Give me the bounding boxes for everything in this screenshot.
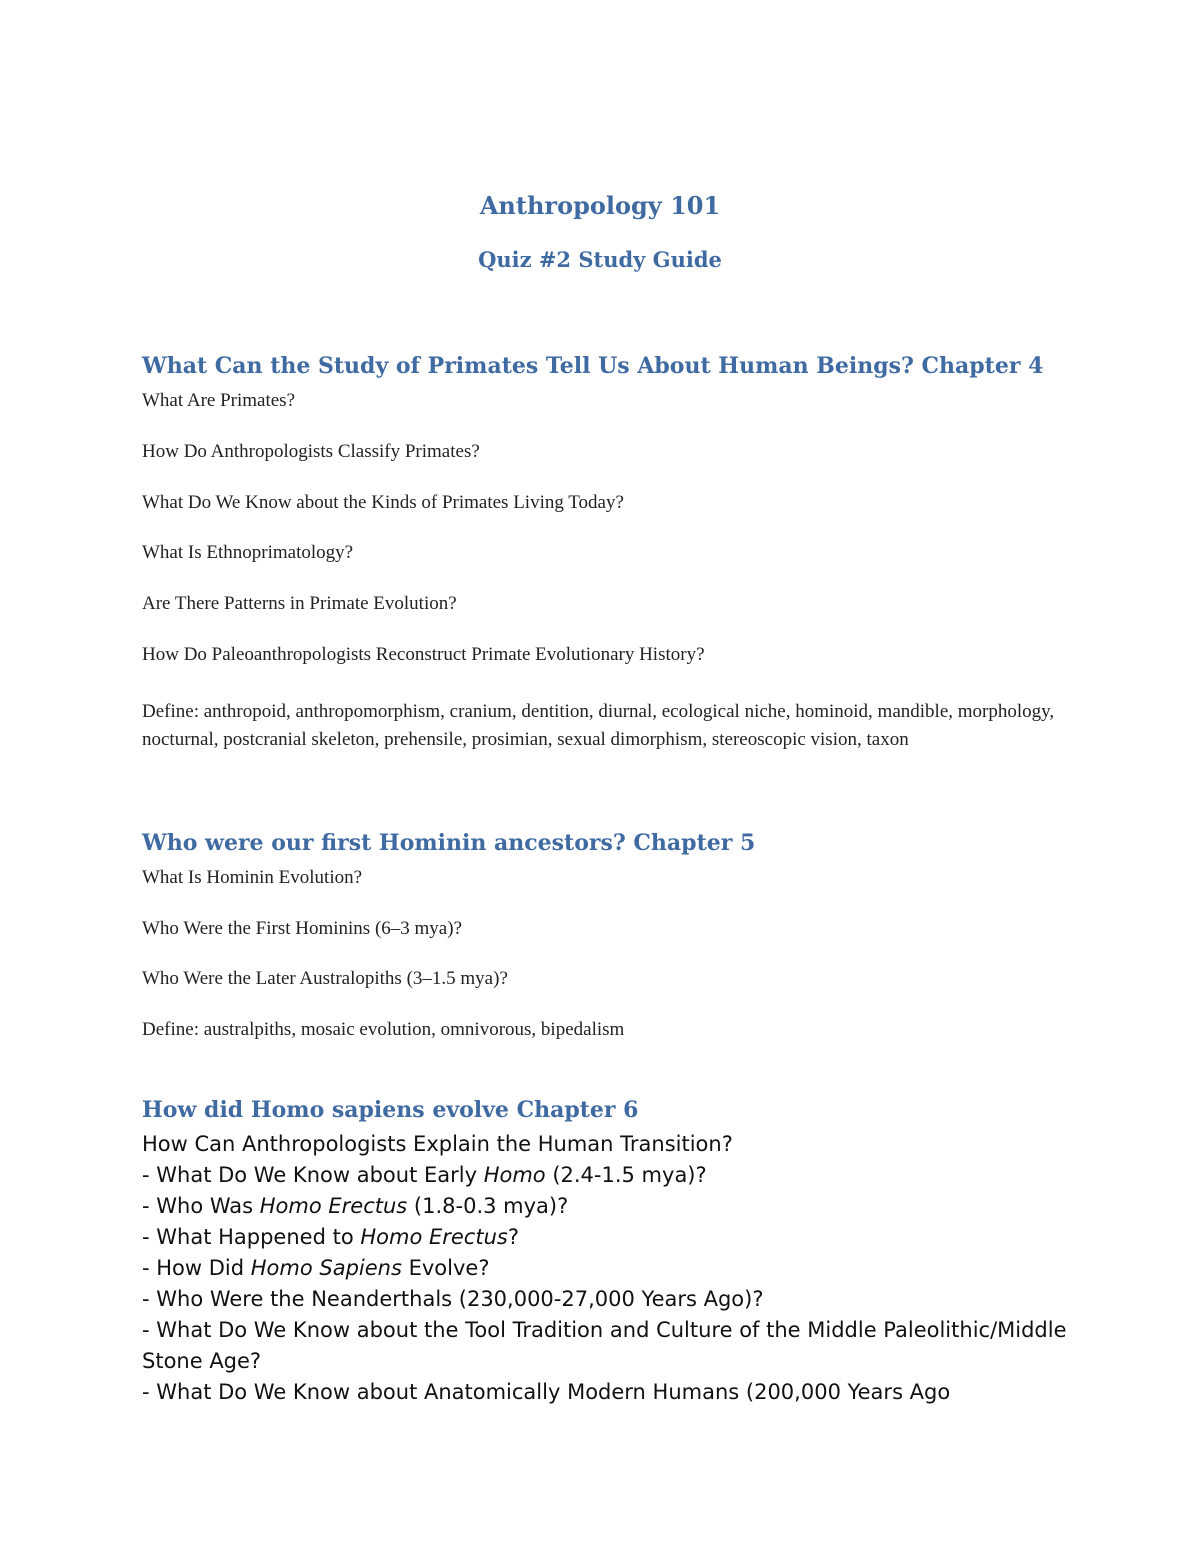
document-title: Anthropology 101 — [479, 191, 721, 220]
list-item: - What Do We Know about the Tool Tradition and Culture of the Middle Paleolithic/Middle Stone Age? — [142, 1318, 1067, 1373]
study-question: What Do We Know about the Kinds of Primates Living Today? — [142, 492, 624, 513]
section-heading-chapter-5: Who were our first Hominin ancestors? Chapter 5 — [142, 830, 756, 856]
section-heading-chapter-4: What Can the Study of Primates Tell Us About Human Beings? Chapter 4 — [142, 353, 1044, 379]
list-item: - How Did Homo Sapiens Evolve? — [142, 1256, 490, 1280]
study-question: What Is Hominin Evolution? — [142, 867, 363, 888]
define-terms: Define: anthropoid, anthropomorphism, cranium, dentition, diurnal, ecological niche, hominoid, mandible, morphology, nocturnal, postcranial skeleton, prehensile, prosimian, sexual dimorphism, stereoscopic vision, taxon — [142, 701, 1055, 750]
study-question: What Is Ethnoprimatology? — [142, 542, 354, 563]
chapter-6-list — [142, 1129, 1072, 1408]
document-subtitle: Quiz #2 Study Guide — [478, 247, 722, 272]
list-item: - Who Was Homo Erectus (1.8-0.3 mya)? — [142, 1194, 569, 1218]
study-question: Are There Patterns in Primate Evolution? — [142, 593, 457, 614]
list-item: - What Do We Know about Early Homo (2.4-1.5 mya)? — [142, 1163, 707, 1187]
list-item: - What Do We Know about Anatomically Modern Humans (200,000 Years Ago — [142, 1380, 951, 1404]
section-heading-chapter-6: How did Homo sapiens evolve Chapter 6 — [142, 1097, 639, 1123]
define-terms: Define: australpiths, mosaic evolution, omnivorous, bipedalism — [142, 1019, 625, 1040]
section-intro: How Can Anthropologists Explain the Human Transition? — [142, 1132, 733, 1156]
study-question: Who Were the Later Australopiths (3–1.5 mya)? — [142, 968, 508, 989]
study-question: How Do Anthropologists Classify Primates? — [142, 441, 480, 462]
list-item: - Who Were the Neanderthals (230,000-27,000 Years Ago)? — [142, 1287, 764, 1311]
list-item: - What Happened to Homo Erectus? — [142, 1225, 519, 1249]
study-question: What Are Primates? — [142, 390, 296, 411]
study-question: Who Were the First Hominins (6–3 mya)? — [142, 918, 463, 939]
study-question: How Do Paleoanthropologists Reconstruct Primate Evolutionary History? — [142, 644, 705, 665]
